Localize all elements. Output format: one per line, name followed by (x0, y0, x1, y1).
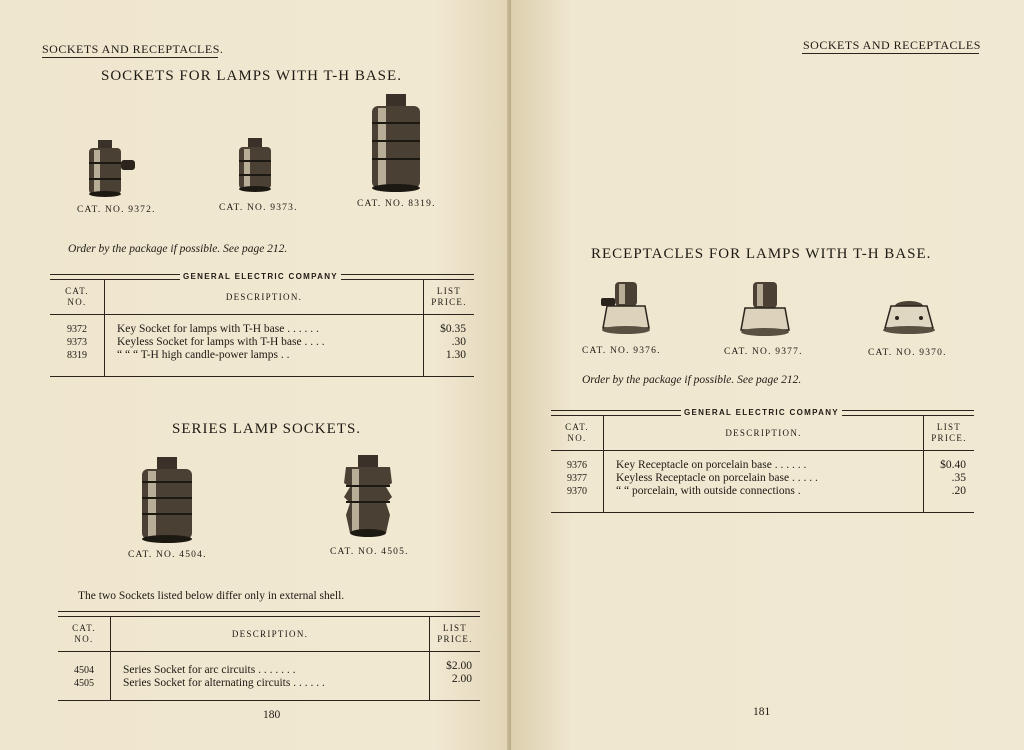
row-description: “ “ porcelain, with outside connections (616, 485, 795, 497)
order-note-left: Order by the package if possible. See page 212. (68, 243, 288, 255)
row-leader: . (797, 485, 801, 497)
receptacle-9377-illustration (739, 280, 791, 338)
page-180 (0, 0, 511, 750)
cat-number: 9373 (67, 337, 87, 348)
section-title-series: SERIES LAMP SOCKETS. (172, 421, 362, 437)
cat-number: 9370 (567, 486, 587, 497)
receptacle-9370-illustration (881, 296, 937, 338)
row-leader: . . . . . . . (258, 664, 296, 676)
row-description: Keyless Socket for lamps with T-H base (117, 336, 302, 348)
row-description: Key Socket for lamps with T-H base (117, 323, 285, 335)
col-header-cat: CAT. NO. (58, 617, 111, 652)
series-note: The two Sockets listed below differ only in external shell. (78, 590, 345, 602)
section-title-receptacles: RECEPTACLES FOR LAMPS WITH T-H BASE. (591, 246, 932, 262)
price-table-sockets-th (50, 280, 474, 377)
company-label-right: GENERAL ELECTRIC COMPANY (681, 408, 842, 417)
socket-4505-illustration (340, 453, 396, 539)
row-price: $0.35 (440, 323, 466, 335)
running-head-rule (42, 57, 218, 58)
running-head-rule (802, 53, 979, 54)
row-leader: . . . . . . (293, 677, 325, 689)
row-description: Keyless Receptacle on porcelain base (616, 472, 790, 484)
col-header-description: DESCRIPTION. (111, 617, 430, 652)
order-note-right: Order by the package if possible. See page 212. (582, 374, 802, 386)
table-row (616, 485, 919, 498)
page-number-right: 181 (753, 706, 771, 718)
page-number-left: 180 (263, 709, 281, 721)
row-price: $2.00 (446, 660, 472, 672)
cat-number: 8319 (67, 350, 87, 361)
col-header-price: LIST PRICE. (430, 617, 481, 652)
table-row (117, 323, 419, 336)
col-header-description: DESCRIPTION. (105, 280, 424, 315)
row-leader: . . . . . . (774, 459, 807, 471)
socket-4504-illustration (138, 455, 196, 543)
col-header-cat: CAT. NO. (50, 280, 105, 315)
running-head-left: SOCKETS AND RECEPTACLES. (42, 42, 224, 56)
row-description: Series Socket for arc circuits (123, 664, 256, 676)
table-body (551, 451, 974, 513)
row-price: .30 (451, 336, 466, 348)
row-leader: . . . . . . (287, 323, 319, 335)
caption-4505: CAT. NO. 4505. (330, 547, 409, 557)
price-table-series (58, 617, 480, 701)
running-head-right: SOCKETS AND RECEPTACLES (803, 38, 981, 52)
col-header-description: DESCRIPTION. (604, 416, 924, 451)
row-leader: . . (280, 349, 290, 361)
table-row (117, 336, 419, 349)
caption-9370: CAT. NO. 9370. (868, 348, 947, 358)
caption-9376: CAT. NO. 9376. (582, 346, 661, 356)
table-row (123, 664, 425, 677)
row-description: Key Receptacle on porcelain base (616, 459, 772, 471)
company-label-left: GENERAL ELECTRIC COMPANY (180, 272, 341, 281)
col-header-price: LIST PRICE. (924, 416, 975, 451)
table-body (58, 652, 480, 701)
socket-9372-illustration (84, 138, 144, 200)
table-row (616, 459, 919, 472)
socket-9373-illustration (236, 136, 276, 194)
caption-8319: CAT. NO. 8319. (357, 199, 436, 209)
table-row (123, 677, 425, 690)
cat-number: 9376 (567, 460, 587, 471)
row-leader: . . . . . (791, 472, 818, 484)
row-description: “ “ “ T-H high candle-power lamps (117, 349, 278, 361)
section-title-sockets-th: SOCKETS FOR LAMPS WITH T-H BASE. (101, 68, 402, 84)
cat-number: 4504 (74, 665, 94, 676)
row-price: 2.00 (451, 673, 472, 685)
caption-9373: CAT. NO. 9373. (219, 203, 298, 213)
cat-number: 9377 (567, 473, 587, 484)
table-row (117, 349, 419, 362)
caption-9377: CAT. NO. 9377. (724, 347, 803, 357)
row-leader: . . . . (304, 336, 325, 348)
col-header-price: LIST PRICE. (424, 280, 475, 315)
price-table-receptacles (551, 416, 974, 513)
table-body (50, 315, 474, 377)
page-181 (511, 0, 1024, 750)
row-description: Series Socket for alternating circuits (123, 677, 291, 689)
socket-8319-illustration (368, 92, 424, 194)
caption-4504: CAT. NO. 4504. (128, 550, 207, 560)
table-row (616, 472, 919, 485)
cat-number: 4505 (74, 678, 94, 689)
caption-9372: CAT. NO. 9372. (77, 205, 156, 215)
row-price: .20 (951, 485, 966, 497)
row-price: 1.30 (445, 349, 466, 361)
col-header-cat: CAT. NO. (551, 416, 604, 451)
cat-number: 9372 (67, 324, 87, 335)
row-price: $0.40 (940, 459, 966, 471)
row-price: .35 (951, 472, 966, 484)
receptacle-9376-illustration (599, 280, 653, 336)
